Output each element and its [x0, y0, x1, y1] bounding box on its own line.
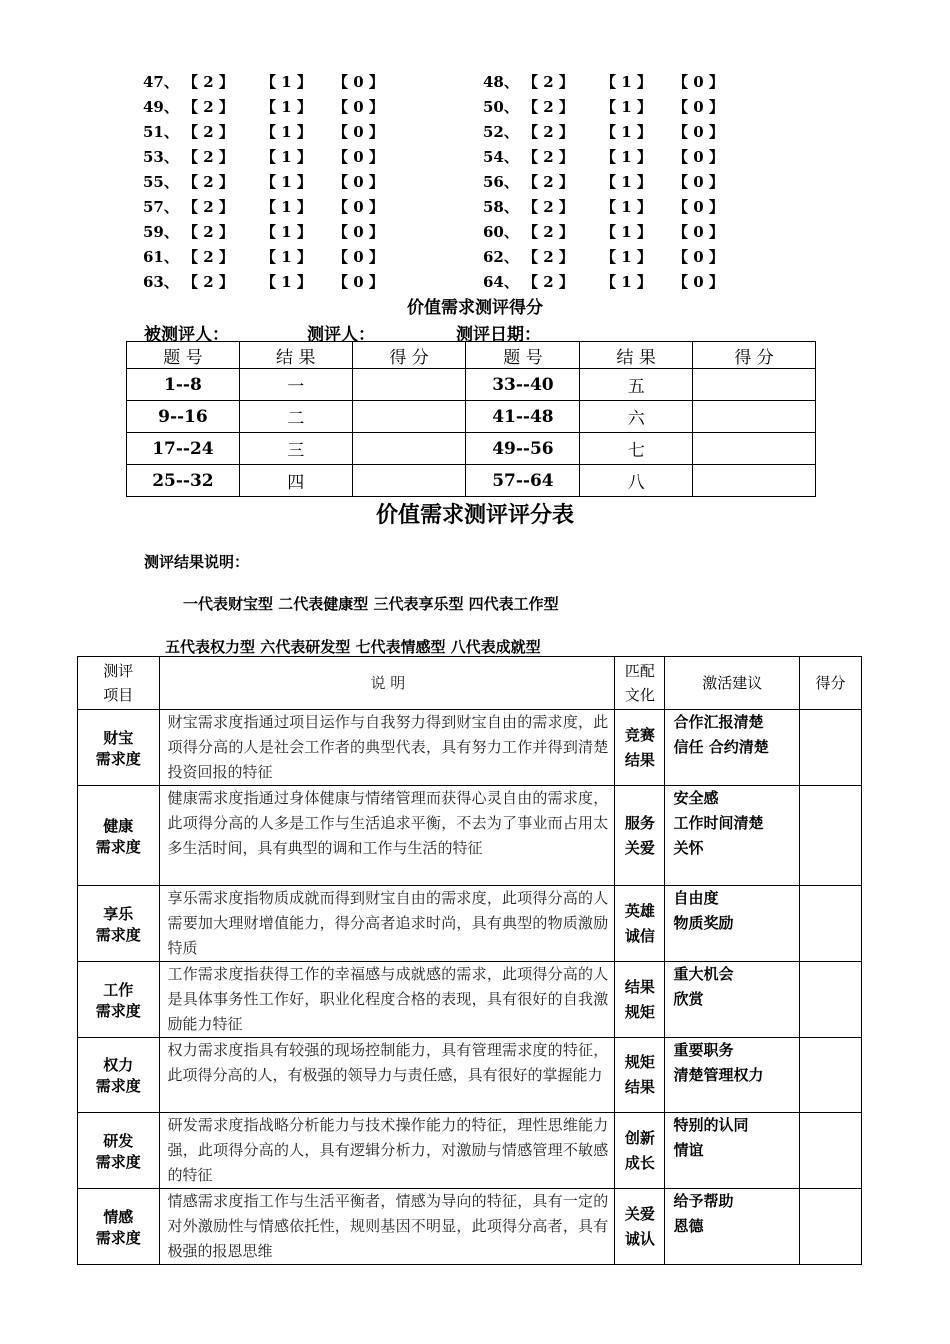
item-advice — [665, 1189, 800, 1265]
answer-option[interactable]: 【 0 】 — [673, 273, 724, 291]
answer-option[interactable]: 【 0 】 — [333, 148, 384, 166]
range-cell: 33--40 — [466, 369, 580, 401]
question-number: 54、 — [483, 148, 519, 166]
question-number: 51、 — [143, 123, 179, 141]
answer-option[interactable]: 【 1 】 — [261, 98, 312, 116]
score-cell[interactable] — [693, 369, 816, 401]
item-name: 研发 需求度 — [78, 1113, 160, 1189]
header-desc: 说 明 — [159, 657, 615, 710]
table-row — [78, 1038, 862, 1113]
result-cell: 三 — [239, 433, 352, 465]
question-number: 50、 — [483, 98, 519, 116]
question-number: 64、 — [483, 273, 519, 291]
advice-line: 情谊 — [673, 1141, 704, 1159]
answer-option[interactable]: 【 1 】 — [601, 273, 652, 291]
range-cell: 17--24 — [127, 433, 240, 465]
item-description: 工作需求度指获得工作的幸福感与成就感的需求，此项得分高的人是具体事务性工作好，职业化程度合格的表现，具有很好的自我激励能力特征 — [159, 962, 615, 1038]
question-number: 47、 — [143, 73, 179, 91]
item-culture: 结果 规矩 — [615, 962, 665, 1038]
assessor-label: 测评人： — [307, 325, 375, 345]
answer-option[interactable]: 【 0 】 — [333, 123, 384, 141]
answer-option[interactable]: 【 0 】 — [673, 198, 724, 216]
table-row — [78, 786, 862, 886]
header-advice: 激活建议 — [665, 657, 800, 710]
item-advice — [665, 786, 800, 886]
question-number: 53、 — [143, 148, 179, 166]
item-name: 财宝 需求度 — [78, 710, 160, 786]
answer-option[interactable]: 【 0 】 — [673, 73, 724, 91]
answer-option[interactable]: 【 1 】 — [261, 223, 312, 241]
score-cell[interactable] — [693, 433, 816, 465]
answer-option[interactable]: 【 0 】 — [673, 98, 724, 116]
answer-option[interactable]: 【 1 】 — [261, 198, 312, 216]
answer-option[interactable]: 【 0 】 — [333, 248, 384, 266]
range-cell: 41--48 — [466, 401, 580, 433]
table-row — [127, 369, 816, 401]
header-cell: 得 分 — [352, 342, 466, 369]
table-row — [78, 1189, 862, 1265]
item-name: 权力 需求度 — [78, 1038, 160, 1113]
score-cell[interactable] — [352, 433, 466, 465]
question-number: 62、 — [483, 248, 519, 266]
advice-line: 重要职务 — [673, 1041, 734, 1059]
item-advice — [665, 886, 800, 962]
item-score[interactable] — [799, 1189, 861, 1265]
item-culture: 规矩 结果 — [615, 1038, 665, 1113]
item-description: 权力需求度指具有较强的现场控制能力，具有管理需求度的特征，此项得分高的人，有极强的领导力与责任感，具有很好的掌握能力 — [159, 1038, 615, 1113]
result-cell: 八 — [580, 465, 693, 497]
advice-line: 信任 合约清楚 — [673, 738, 769, 756]
item-score[interactable] — [799, 1038, 861, 1113]
item-culture: 创新 成长 — [615, 1113, 665, 1189]
item-description: 研发需求度指战略分析能力与技术操作能力的特征，理性思维能力强，此项得分高的人，具有逻辑分析力，对激励与情感管理不敏感的特征 — [159, 1113, 615, 1189]
answer-option[interactable]: 【 2 】 — [523, 173, 574, 191]
item-score[interactable] — [799, 1113, 861, 1189]
answer-option[interactable]: 【 1 】 — [261, 73, 312, 91]
item-description: 享乐需求度指物质成就而得到财宝自由的需求度，此项得分高的人需要加大理财增值能力，得分高者追求时尚，具有典型的物质激励特质 — [159, 886, 615, 962]
score-cell[interactable] — [352, 369, 466, 401]
answer-option[interactable]: 【 2 】 — [183, 123, 234, 141]
explain-table-header — [78, 657, 862, 710]
item-name: 情感 需求度 — [78, 1189, 160, 1265]
item-description: 情感需求度指工作与生活平衡者，情感为导向的特征，具有一定的对外激励性与情感依托性，规则基因不明显，此项得分高者，具有极强的报恩思维 — [159, 1189, 615, 1265]
answer-option[interactable]: 【 0 】 — [673, 248, 724, 266]
advice-line: 恩德 — [673, 1217, 704, 1235]
answer-option[interactable]: 【 2 】 — [523, 98, 574, 116]
item-name: 工作 需求度 — [78, 962, 160, 1038]
answer-option[interactable]: 【 1 】 — [601, 148, 652, 166]
answer-option[interactable]: 【 2 】 — [183, 173, 234, 191]
range-cell: 57--64 — [466, 465, 580, 497]
question-number: 57、 — [143, 198, 179, 216]
answer-option[interactable]: 【 1 】 — [601, 173, 652, 191]
advice-line: 合作汇报清楚 — [673, 713, 764, 731]
subject-label: 被测评人： — [144, 325, 229, 345]
score-cell[interactable] — [352, 401, 466, 433]
item-culture: 英雄 诚信 — [615, 886, 665, 962]
advice-line: 给予帮助 — [673, 1192, 734, 1210]
answer-option[interactable]: 【 2 】 — [523, 73, 574, 91]
range-cell: 49--56 — [466, 433, 580, 465]
answer-option[interactable]: 【 0 】 — [333, 73, 384, 91]
answer-option[interactable]: 【 2 】 — [183, 98, 234, 116]
question-number: 55、 — [143, 173, 179, 191]
score-title: 价值需求测评得分 — [407, 298, 543, 318]
item-score[interactable] — [799, 710, 861, 786]
question-number: 56、 — [483, 173, 519, 191]
item-culture: 竞赛 结果 — [615, 710, 665, 786]
item-name: 享乐 需求度 — [78, 886, 160, 962]
table-row — [78, 710, 862, 786]
score-table — [126, 341, 816, 497]
answer-option[interactable]: 【 2 】 — [183, 198, 234, 216]
range-cell: 25--32 — [127, 465, 240, 497]
answer-option[interactable]: 【 2 】 — [523, 248, 574, 266]
score-cell[interactable] — [352, 465, 466, 497]
table-row — [78, 962, 862, 1038]
table-row — [127, 433, 816, 465]
answer-option[interactable]: 【 2 】 — [523, 123, 574, 141]
header-culture: 匹配 文化 — [615, 657, 665, 710]
advice-line: 物质奖励 — [673, 914, 734, 932]
item-advice — [665, 1038, 800, 1113]
advice-line: 关怀 — [673, 839, 704, 857]
question-number: 60、 — [483, 223, 519, 241]
score-cell[interactable] — [693, 401, 816, 433]
table-row — [127, 401, 816, 433]
item-score[interactable] — [799, 886, 861, 962]
result-note-line2: 五代表权力型 六代表研发型 七代表情感型 八代表成就型 — [165, 638, 541, 656]
explain-table — [77, 656, 862, 1265]
item-culture: 关爱 诚认 — [615, 1189, 665, 1265]
header-item: 测评 项目 — [78, 657, 160, 710]
score-table-header — [127, 342, 816, 369]
score-cell[interactable] — [693, 465, 816, 497]
answer-option[interactable]: 【 2 】 — [523, 148, 574, 166]
answer-option[interactable]: 【 0 】 — [673, 123, 724, 141]
answer-option[interactable]: 【 1 】 — [601, 248, 652, 266]
result-cell: 六 — [580, 401, 693, 433]
advice-line: 工作时间清楚 — [673, 814, 764, 832]
answer-option[interactable]: 【 1 】 — [601, 73, 652, 91]
answer-option[interactable]: 【 0 】 — [333, 223, 384, 241]
table-row — [78, 1113, 862, 1189]
result-cell: 二 — [239, 401, 352, 433]
question-number: 52、 — [483, 123, 519, 141]
date-label: 测评日期： — [456, 325, 541, 345]
item-advice — [665, 1113, 800, 1189]
answer-option[interactable]: 【 1 】 — [261, 273, 312, 291]
advice-line: 自由度 — [673, 889, 719, 907]
result-cell: 五 — [580, 369, 693, 401]
item-culture: 服务 关爱 — [615, 786, 665, 886]
result-cell: 四 — [239, 465, 352, 497]
question-number: 49、 — [143, 98, 179, 116]
item-description: 财宝需求度指通过项目运作与自我努力得到财宝自由的需求度，此项得分高的人是社会工作者的典型代表，具有努力工作并得到清楚投资回报的特征 — [159, 710, 615, 786]
answer-option[interactable]: 【 1 】 — [601, 123, 652, 141]
item-name: 健康 需求度 — [78, 786, 160, 886]
answer-option[interactable]: 【 1 】 — [601, 98, 652, 116]
header-cell: 结 果 — [239, 342, 352, 369]
result-note-label: 测评结果说明： — [144, 553, 250, 571]
answer-option[interactable]: 【 1 】 — [261, 148, 312, 166]
advice-line: 欣赏 — [673, 990, 704, 1008]
answer-option[interactable]: 【 2 】 — [183, 273, 234, 291]
answer-option[interactable]: 【 2 】 — [523, 198, 574, 216]
range-cell: 1--8 — [127, 369, 240, 401]
item-score[interactable] — [799, 786, 861, 886]
advice-line: 安全感 — [673, 789, 719, 807]
item-advice — [665, 962, 800, 1038]
answer-option[interactable]: 【 2 】 — [183, 148, 234, 166]
header-score: 得分 — [799, 657, 861, 710]
answer-option[interactable]: 【 2 】 — [523, 273, 574, 291]
result-cell: 一 — [239, 369, 352, 401]
answer-option[interactable]: 【 0 】 — [333, 98, 384, 116]
range-cell: 9--16 — [127, 401, 240, 433]
answer-option[interactable]: 【 1 】 — [601, 223, 652, 241]
item-description: 健康需求度指通过身体健康与情绪管理而获得心灵自由的需求度，此项得分高的人多是工作与生活追求平衡，不去为了事业而占用太多生活时间，具有典型的调和工作与生活的特征 — [159, 786, 615, 886]
header-cell: 题 号 — [127, 342, 240, 369]
answer-option[interactable]: 【 2 】 — [523, 223, 574, 241]
advice-line: 重大机会 — [673, 965, 734, 983]
table-row — [127, 465, 816, 497]
answer-option[interactable]: 【 1 】 — [261, 248, 312, 266]
item-score[interactable] — [799, 962, 861, 1038]
answer-option[interactable]: 【 2 】 — [183, 73, 234, 91]
answer-option[interactable]: 【 0 】 — [673, 173, 724, 191]
answer-option[interactable]: 【 0 】 — [333, 173, 384, 191]
result-note-line1: 一代表财宝型 二代表健康型 三代表享乐型 四代表工作型 — [183, 595, 559, 613]
answer-option[interactable]: 【 1 】 — [601, 198, 652, 216]
item-advice — [665, 710, 800, 786]
rating-title: 价值需求测评评分表 — [375, 503, 574, 528]
result-cell: 七 — [580, 433, 693, 465]
question-number: 48、 — [483, 73, 519, 91]
advice-line: 清楚管理权力 — [673, 1066, 764, 1084]
answer-option[interactable]: 【 1 】 — [261, 173, 312, 191]
table-row — [78, 886, 862, 962]
question-number: 63、 — [143, 273, 179, 291]
header-cell: 得 分 — [693, 342, 816, 369]
advice-line: 特别的认同 — [673, 1116, 749, 1134]
answer-option[interactable]: 【 2 】 — [183, 223, 234, 241]
question-number: 58、 — [483, 198, 519, 216]
answer-option[interactable]: 【 1 】 — [261, 123, 312, 141]
answer-option[interactable]: 【 0 】 — [333, 198, 384, 216]
header-cell: 题 号 — [466, 342, 580, 369]
answer-option[interactable]: 【 0 】 — [673, 223, 724, 241]
question-number: 59、 — [143, 223, 179, 241]
answer-option[interactable]: 【 0 】 — [673, 148, 724, 166]
header-cell: 结 果 — [580, 342, 693, 369]
question-number: 61、 — [143, 248, 179, 266]
answer-option[interactable]: 【 0 】 — [333, 273, 384, 291]
answer-option[interactable]: 【 2 】 — [183, 248, 234, 266]
